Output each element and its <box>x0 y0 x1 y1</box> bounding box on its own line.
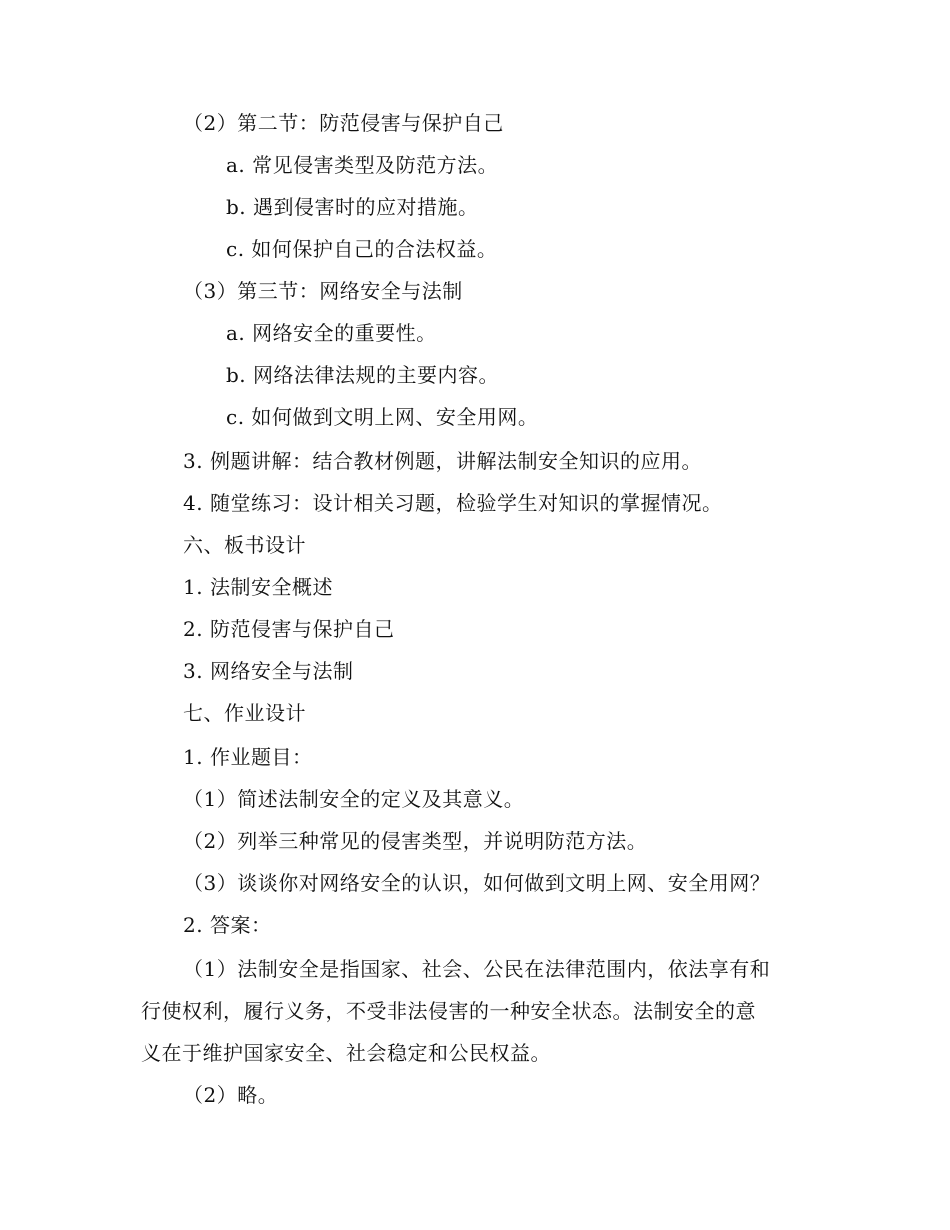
homework-question: （1）简述法制安全的定义及其意义。 <box>183 787 525 811</box>
answer-paragraph-line: （1）法制安全是指国家、社会、公民在法律范围内，依法享有和 <box>183 957 771 981</box>
list-item: c. 如何做到文明上网、安全用网。 <box>226 405 539 429</box>
chapter-heading-board-design: 六、板书设计 <box>183 533 306 557</box>
numbered-item: 2. 防范侵害与保护自己 <box>183 617 395 641</box>
homework-question: （2）列举三种常见的侵害类型，并说明防范方法。 <box>183 829 648 853</box>
answer-paragraph-line: 义在于维护国家安全、社会稳定和公民权益。 <box>141 1041 551 1065</box>
list-item: a. 常见侵害类型及防范方法。 <box>226 153 499 177</box>
section-heading-3: （3）第三节：网络安全与法制 <box>183 279 463 303</box>
numbered-item: 1. 法制安全概述 <box>183 575 333 599</box>
section-heading-2: （2）第二节：防范侵害与保护自己 <box>183 111 504 135</box>
list-item: b. 网络法律法规的主要内容。 <box>226 363 500 387</box>
chapter-heading-homework-design: 七、作业设计 <box>183 701 306 725</box>
answer-paragraph-line: 行使权利，履行义务，不受非法侵害的一种安全状态。法制安全的意 <box>141 999 756 1023</box>
list-item: a. 网络安全的重要性。 <box>226 321 437 345</box>
numbered-item: 1. 作业题目： <box>183 745 313 769</box>
list-item: c. 如何保护自己的合法权益。 <box>226 237 498 261</box>
homework-question: （3）谈谈你对网络安全的认识，如何做到文明上网、安全用网？ <box>183 871 771 895</box>
numbered-item: 4. 随堂练习：设计相关习题，检验学生对知识的掌握情况。 <box>183 491 723 515</box>
numbered-item: 3. 例题讲解：结合教材例题，讲解法制安全知识的应用。 <box>183 449 702 473</box>
numbered-item: 2. 答案： <box>183 913 272 937</box>
numbered-item: 3. 网络安全与法制 <box>183 659 354 683</box>
list-item: b. 遇到侵害时的应对措施。 <box>226 195 479 219</box>
answer-item: （2）略。 <box>183 1083 279 1107</box>
